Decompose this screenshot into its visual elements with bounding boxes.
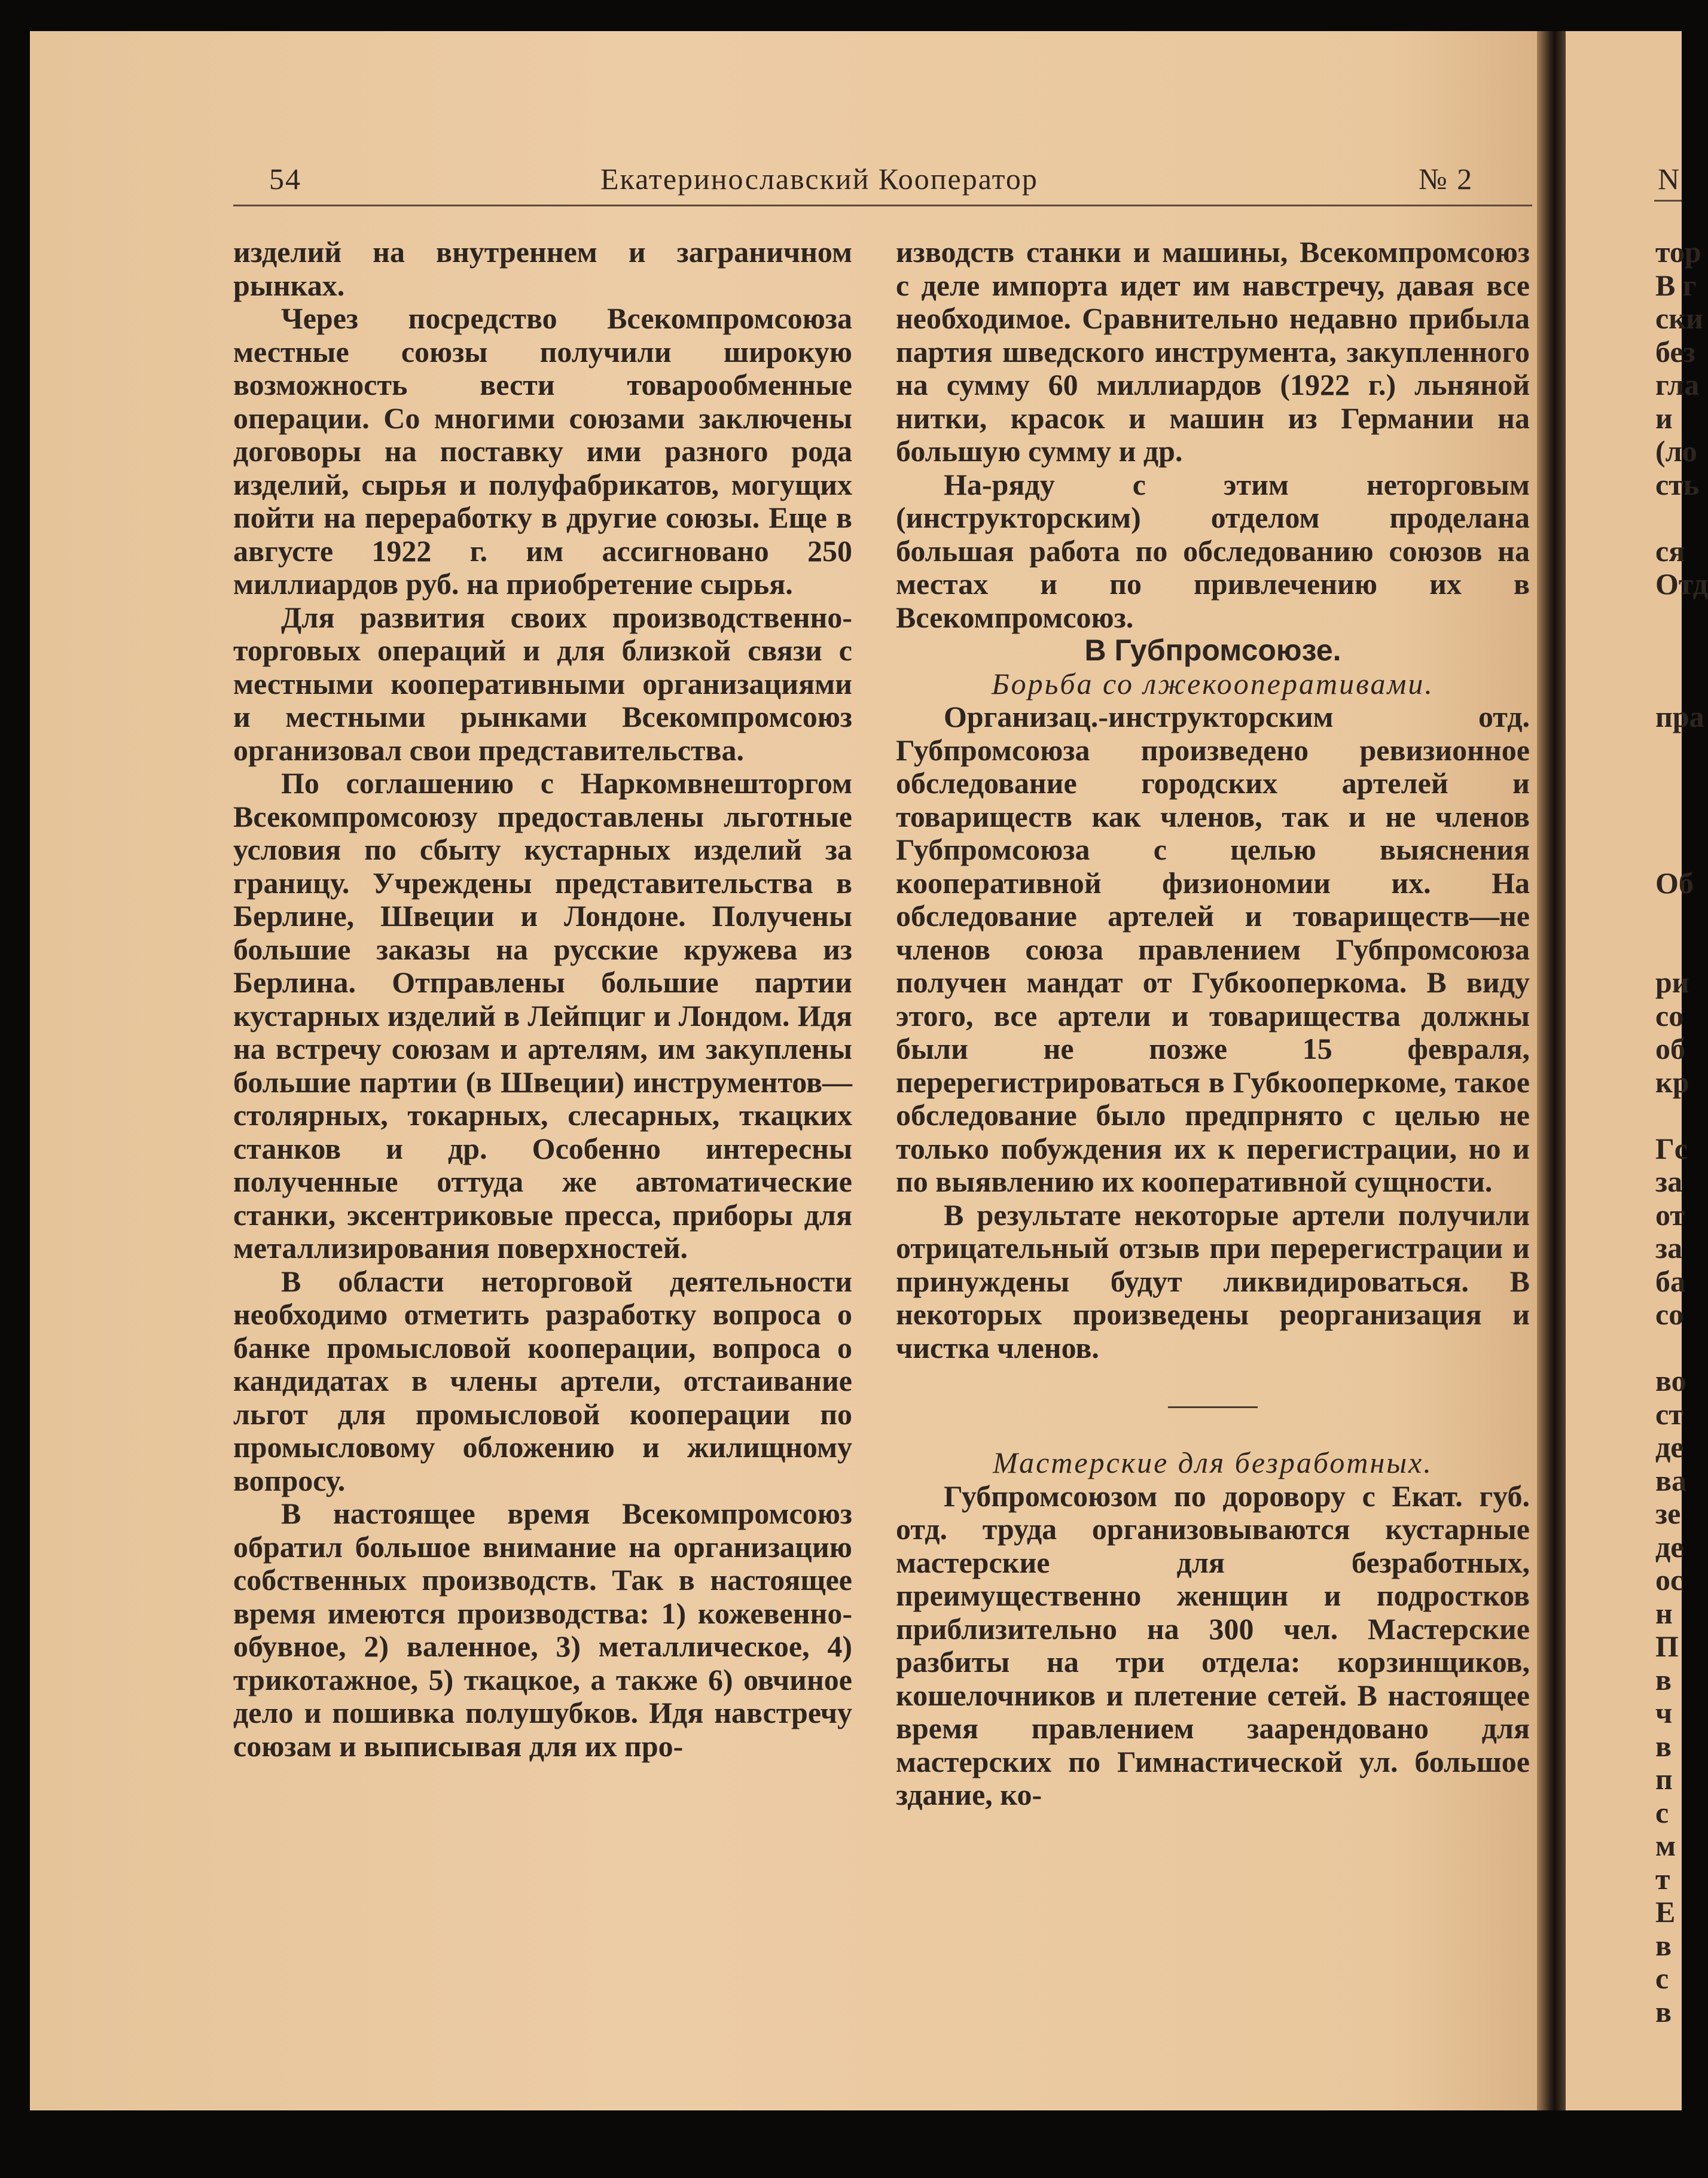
next-page-line-fragment xyxy=(1655,634,1691,668)
next-page-line-fragment xyxy=(1655,933,1691,967)
next-page-header-fragment: N xyxy=(1658,162,1680,196)
next-page-line-fragment xyxy=(1655,501,1691,535)
next-page-line-fragment: де xyxy=(1655,1430,1684,1464)
next-page-line-fragment: п xyxy=(1655,1762,1673,1796)
next-page-line-fragment: сть xyxy=(1655,467,1700,501)
next-page-line-fragment: Отд xyxy=(1655,567,1708,601)
next-page-line-fragment: Гс xyxy=(1655,1131,1688,1165)
paragraph: Губпромсоюзом по доровору с Екат. губ. отд. труда организовываются кустарные мастерские для безработных, преимущественно женщин и подростков приблизительно на 300 чел. Мастерские разбиты на три отдела: корзинщиков, кошелочников и плетение сетей. В настоящее время правлением заарендовано для мастерских по Гимнастической ул. большое здание, ко- xyxy=(896,1479,1530,1811)
next-page-line-fragment: гла xyxy=(1655,368,1700,401)
next-page-line-fragment: м xyxy=(1655,1829,1676,1862)
next-page-line-fragment: со xyxy=(1655,998,1684,1032)
next-page-line-fragment: за xyxy=(1655,1165,1683,1198)
next-page-line-fragment xyxy=(1655,1332,1691,1365)
next-page-line-fragment: от xyxy=(1655,1198,1685,1232)
next-page-line-fragment: с xyxy=(1655,1961,1669,1995)
next-page-line-fragment: ст xyxy=(1655,1397,1683,1431)
next-page-line-fragment: со xyxy=(1655,1297,1684,1331)
next-page-line-fragment: т xyxy=(1655,1862,1670,1896)
next-page-line-fragment: пра xyxy=(1655,700,1704,733)
next-page-line-fragment: ски xyxy=(1655,301,1703,335)
paragraph: В настоящее время Всекомпромсоюз обратил большое внимание на организацию собственных производств. Так в настоящее время имеются производства: 1) кожевенно-обувное, 2) валенное, 3) металлическое, 4) трикотажное, 5) ткацкое, а также 6) овчиное дело и пошивка полушубков. Идя навстречу союзам и выписывая для их про- xyxy=(233,1497,852,1763)
paragraph: В результате некоторые артели получили отрицательный отзыв при перерегистрации и принуждены будут ликвидироваться. В некоторых произведены реорганизация и чистка членов. xyxy=(896,1198,1530,1364)
paragraph: В области неторговой деятельности необходимо отметить разработку вопроса о банке промысловой кооперации, вопроса о кандидатах в члены артели, отстаивание льгот для промысловой кооперации по промысловому обложению и жилищному вопросу. xyxy=(233,1264,852,1497)
book-gutter xyxy=(1537,31,1567,2142)
issue-number: № 2 xyxy=(1419,162,1474,196)
scan-border xyxy=(0,2110,1682,2147)
next-page-line-fragment xyxy=(1655,833,1691,867)
next-page-line-fragment xyxy=(1655,800,1691,834)
next-page-line-fragment: с xyxy=(1655,1795,1669,1829)
subsection-heading: Борьба со лжекооперативами. xyxy=(992,666,1434,700)
next-page-line-fragment: ч xyxy=(1655,1696,1673,1729)
scanned-page xyxy=(30,31,1708,2142)
next-page-line-fragment xyxy=(1655,601,1691,635)
next-page-line-fragment: во xyxy=(1655,1364,1686,1397)
paragraph: Через посредство Всекомпромсоюза местные союзы получили широкую возможность вести товарообменные операции. Со многими союзами заключены договоры на поставку ими разного рода изделий, сырья и полуфабрикатов, могущих пойти на переработку в другие союзы. Еще в августе 1922 г. им ассигновано 250 миллиардов руб. на приобретение сырья. xyxy=(233,301,852,601)
paragraph: изделий на внутреннем и заграничном рынках. xyxy=(233,235,852,302)
next-page-line-fragment xyxy=(1655,668,1691,701)
section-divider xyxy=(1168,1406,1258,1408)
next-page-line-fragment: де xyxy=(1655,1530,1684,1564)
next-page-line-fragment: без xyxy=(1655,334,1695,368)
next-page-rule xyxy=(1654,200,1682,202)
section-heading: В Губпромсоюзе. xyxy=(1084,633,1341,667)
next-page-line-fragment xyxy=(1655,734,1691,767)
next-page-line-fragment: и xyxy=(1655,401,1673,435)
column-left xyxy=(233,236,852,1763)
next-page-line-fragment: В г xyxy=(1655,268,1697,302)
column-right xyxy=(896,236,1530,1812)
paragraph: изводств станки и машины, Всекомпромсоюз с деле импорта идет им навстречу, давая все необходимое. Сравнительно недавно прибыла партия шведского инструмента, закупленного на сумму 60 миллиардов (1922 г.) льняной нитки, красок и машин из Германии на большую сумму и др. xyxy=(896,235,1530,468)
next-page-line-fragment xyxy=(1655,900,1691,933)
next-page-line-fragment: в xyxy=(1655,1729,1672,1763)
next-page-line-fragment: за xyxy=(1655,1231,1683,1265)
paragraph: По соглашению с Наркомвнешторгом Всекомпромсоюзу предоставлены льготные условия по сбыту кустарных изделий за границу. Учреждены представительства в Берлине, Швеции и Лондоне. Получены большие заказы на русские кружева из Берлина. Отправлены большие партии кустарных изделий в Лейпциг и Лондом. Идя на встречу союзам и артелям, им закуплены большие партии (в Швеции) инструментов—столярных, токарных, слесарных, ткацких станков и др. Особенно интересны полученные оттуда же автоматические станки, эксентриковые пресса, приборы для металлизирования поверхностей. xyxy=(233,766,852,1265)
next-page-line-fragment: зе xyxy=(1655,1497,1681,1530)
next-page-line-fragment: П xyxy=(1655,1629,1679,1663)
next-page-line-fragment xyxy=(1655,767,1691,800)
running-title: Екатеринославский Кооператор xyxy=(600,162,1038,196)
paragraph: Организац.-инструкторским отд. Губпромсоюза произведено ревизионное обследование городских артелей и товариществ как членов, так и не членов Губпромсоюза с целью выяснения кооперативной физиономии их. На обследование артелей и товариществ—не членов союза правлением Губпромсоюза получен мандат от Губкооперкома. В виду этого, все артели и товарищества должны были не позже 15 февраля, перерегистрироваться в Губкооперкоме, такое обследование было предпрнято с целью не только побуждения их к перегистрации, но и по выявлению их кооперативной сущности. xyxy=(896,700,1530,1198)
next-page-text-fragments xyxy=(1655,235,1708,2028)
next-page-line-fragment: Е xyxy=(1655,1895,1676,1929)
next-page-line-fragment: н xyxy=(1655,1596,1673,1630)
next-page-line-fragment: в xyxy=(1655,1994,1672,2028)
next-page-line-fragment: ся xyxy=(1655,534,1685,568)
next-page-line-fragment: ва xyxy=(1655,1463,1687,1497)
next-page-line-fragment: об xyxy=(1655,1032,1685,1065)
next-page-line-fragment xyxy=(1655,1099,1691,1132)
next-page-line-fragment: кр xyxy=(1655,1065,1689,1099)
page-number: 54 xyxy=(269,162,301,196)
next-page-line-fragment: Об xyxy=(1655,866,1694,900)
next-page-line-fragment: ос xyxy=(1655,1563,1684,1597)
next-page-line-fragment: (ло xyxy=(1655,434,1697,468)
next-page-line-fragment: ри xyxy=(1655,965,1689,999)
next-page-line-fragment: тор xyxy=(1655,235,1701,269)
paragraph: Для развития своих производственно-торговых операций и для близкой связи с местными кооперативными организациями и местными рынками Всекомпромсоюз организовал свои представительства. xyxy=(233,600,852,767)
paragraph: На-ряду с этим неторговым (инструкторским) отделом проделана большая работа по обследованию союзов на местах и по привлечению их в Всекомпромсоюз. xyxy=(896,467,1530,634)
next-page-line-fragment: в xyxy=(1655,1662,1672,1696)
subsection-heading: Мастерские для безработных. xyxy=(993,1446,1433,1479)
header-rule xyxy=(233,205,1532,206)
next-page-line-fragment: в xyxy=(1655,1928,1672,1962)
left-page xyxy=(30,31,1543,2142)
next-page-line-fragment: ба xyxy=(1655,1264,1685,1298)
